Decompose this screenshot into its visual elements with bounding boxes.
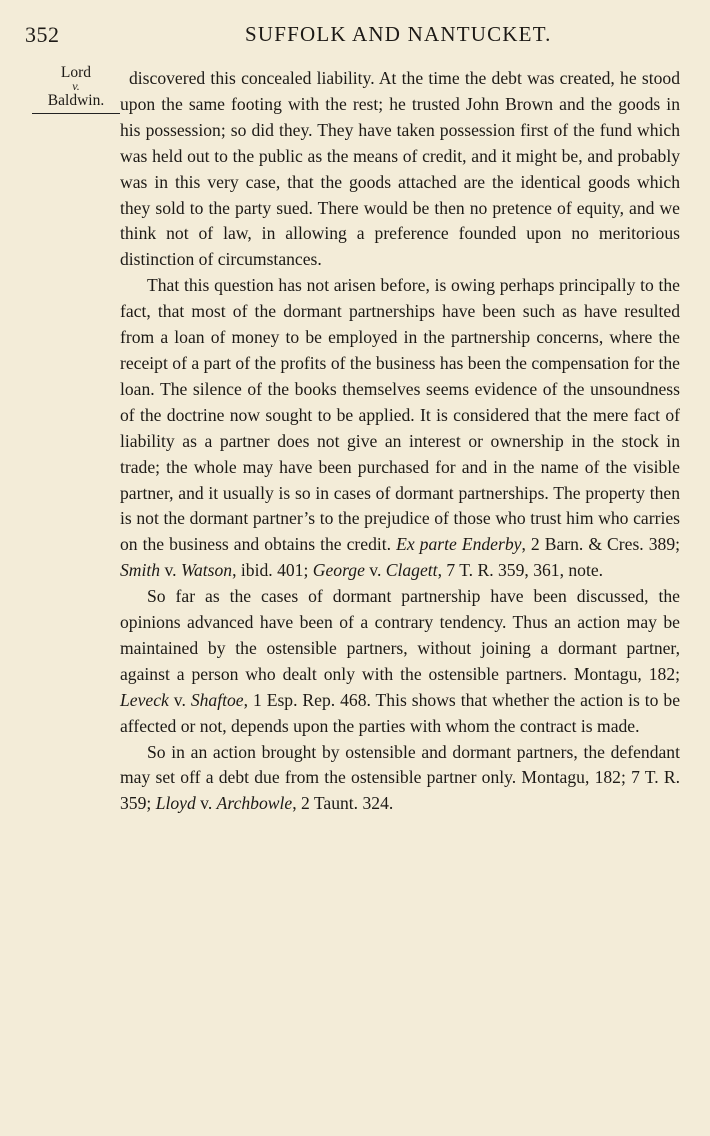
case-name: Watson [180, 560, 233, 581]
case-name: Archbowle [216, 793, 293, 814]
case-name: Clagett [385, 560, 438, 581]
sidenote-rule [32, 113, 120, 114]
paragraph [120, 273, 680, 584]
paragraph [120, 584, 680, 739]
case-name: Leveck [120, 689, 169, 710]
case-sidenote [30, 64, 122, 114]
text-run: So in an action brought by ostensible and dormant partners, the defendant may set off a debt due from the ostensible partner only. Montagu, 182; 7 T. R. 359; [120, 741, 680, 814]
case-name: Lloyd [155, 793, 196, 814]
text-run: v. [364, 560, 386, 581]
text-run: v. [195, 793, 217, 814]
text-run: , 2 Taunt. 324. [292, 793, 394, 814]
text-run: , 2 Barn. & Cres. 389; [521, 534, 680, 555]
case-name: George [312, 560, 365, 581]
text-run: That this question has not arisen before, is owing perhaps principally to the fact, that most of the dormant partnerships have been such as have resulted from a loan of money to be employed in the partnership concerns, where the receipt of a part of the profits of the business has been the compensation for the loan. The silence of the books themselves seems evidence of the unsoundness of the doctrine now sought to be applied. It is considered that the mere fact of liability as a partner does not give an interest or ownership in the stock in trade; the whole may have been purchased for and in the name of the visible partner, and it usually is so in cases of dormant partnerships. The property then is not the dormant partner’s to the prejudice of those who trust him who carries on the business and obtains the credit. [120, 275, 680, 555]
case-name: Smith [120, 560, 161, 581]
paragraph [120, 740, 680, 818]
text-run: v. [168, 689, 191, 710]
case-name: Shaftoe [190, 689, 244, 710]
text-run: , 7 T. R. 359, 361, note. [437, 560, 604, 581]
sidenote-party-1: Lord [60, 64, 92, 81]
text-run: , 1 Esp. Rep. 468. This shows that whether the action is to be affected or not, depends upon the parties with whom the contract is made. [120, 689, 680, 736]
running-head: SUFFOLK AND NANTUCKET. [245, 22, 552, 46]
case-name: Ex parte Enderby [396, 534, 522, 555]
text-run: So far as the cases of dormant partnership have been discussed, the opinions advanced have been of a contrary tendency. Thus an action may be maintained by the ostensible partners, without joining a dormant partner, against a person who dealt only with the ostensible partners. Montagu, 182; [120, 586, 680, 684]
sidenote-versus: v. [72, 79, 80, 93]
text-run: v. [160, 560, 181, 581]
body-text [120, 66, 680, 817]
text-run: discovered this concealed liability. At the time the debt was created, he stood upon the same footing with the rest; he trusted John Brown and the goods in his possession; so did they. They have taken possession first of the fund which was held out to the public as the means of credit, and it might be, and probably was in this very case, that the goods attached are the identical goods which they sold to the party sued. There would be then no pretence of equity, and we think not of law, in allowing a preference founded upon no meritorious distinction of circumstances. [120, 68, 680, 270]
page-number: 352 [25, 22, 60, 47]
text-run: , ibid. 401; [232, 560, 313, 581]
paragraph [120, 66, 680, 273]
sidenote-party-2: Baldwin. [47, 92, 105, 109]
